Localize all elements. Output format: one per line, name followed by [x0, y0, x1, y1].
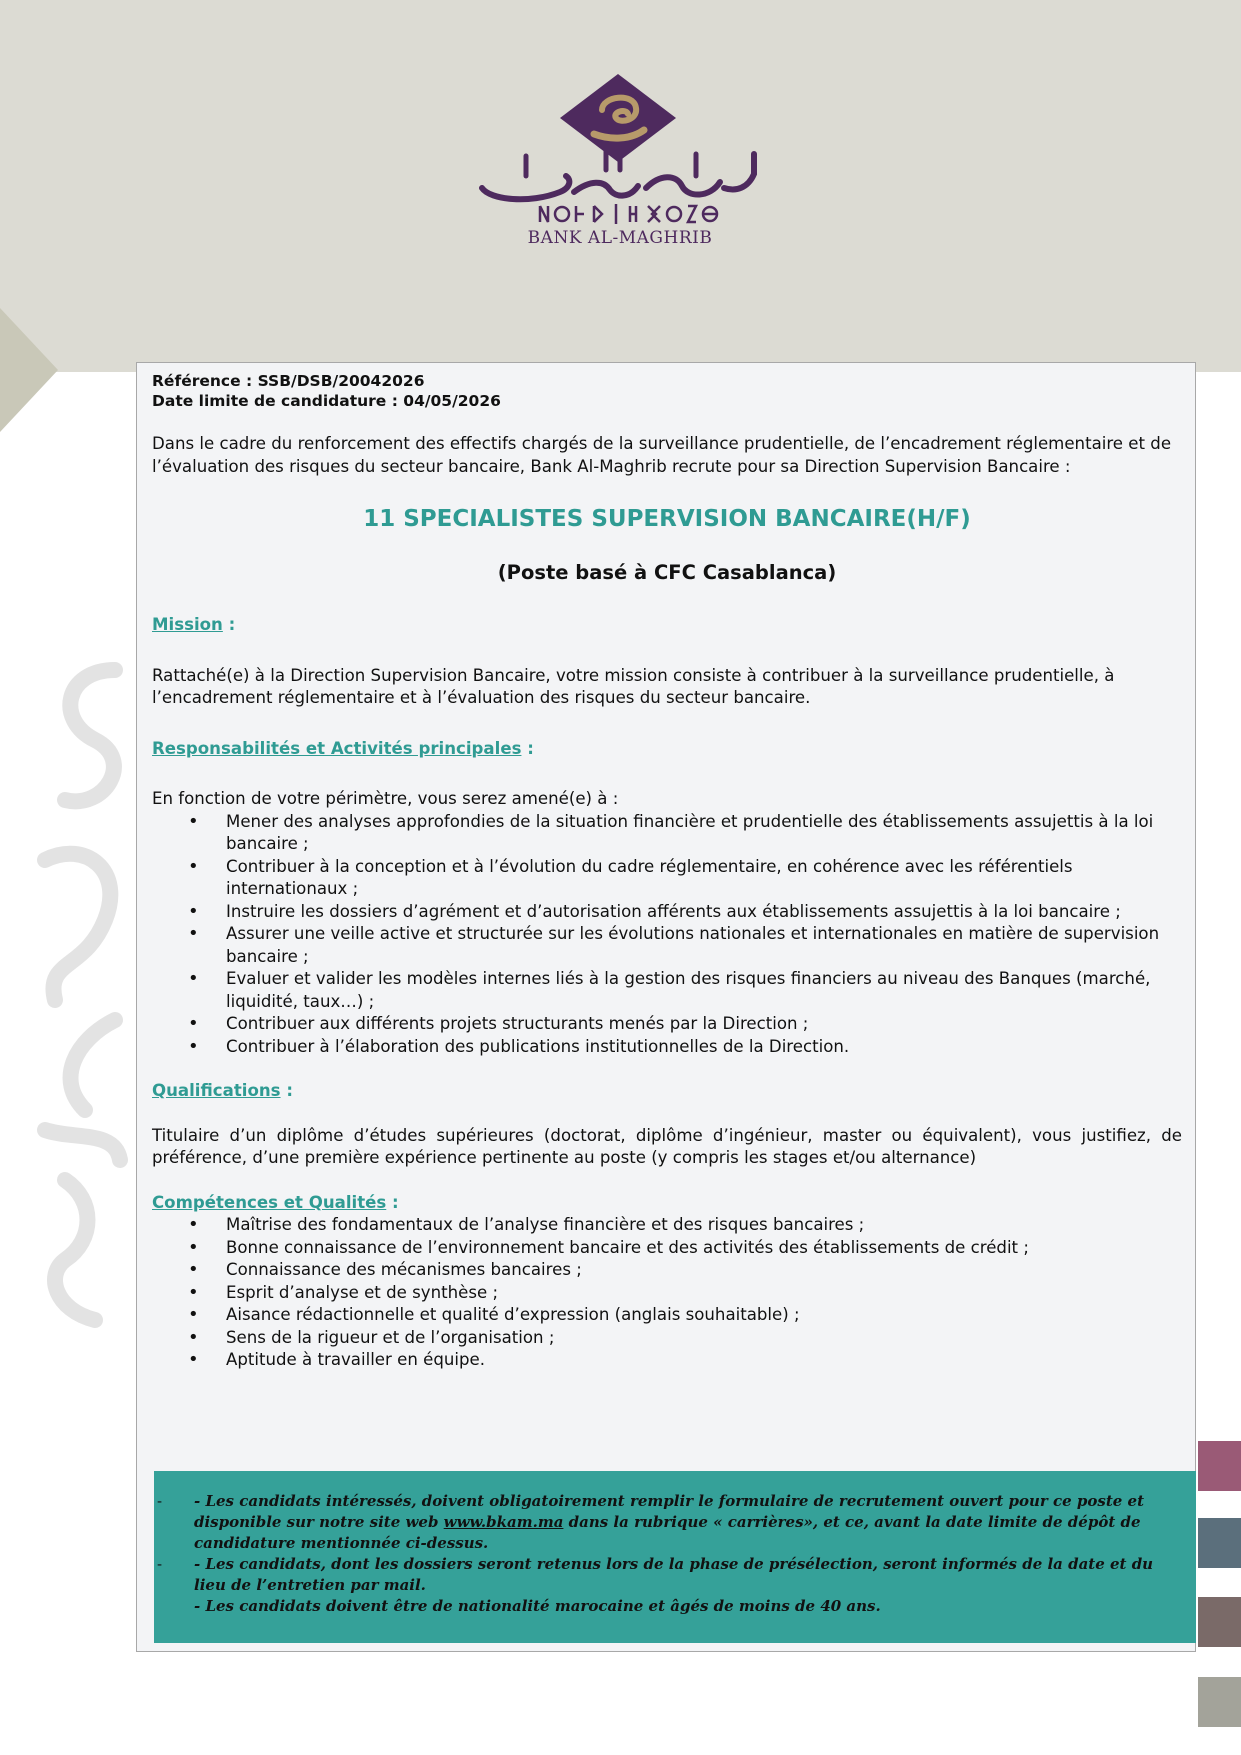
notice-paragraph-2: - - Les candidats, dont les dossiers seront retenus lors de la phase de présélection, seront informés de la date et du lieu de l’entretien par mail.: [157, 1555, 1154, 1594]
color-swatch-3: [1198, 1597, 1241, 1647]
mission-heading: Mission: [152, 615, 223, 634]
responsibilities-list: [152, 811, 1182, 1059]
bank-name-text: BANK AL-MAGHRIB: [527, 228, 713, 248]
mission-heading-row: Mission :: [152, 615, 236, 634]
competences-heading: Compétences et Qualités: [152, 1192, 387, 1212]
list-item: • Assurer une veille active et structurée sur les évolutions nationales et internationales en matière de supervision bancaire ;: [152, 923, 1182, 968]
responsibilities-heading: Responsabilités et Activités principales: [152, 738, 522, 758]
mission-text: Rattaché(e) à la Direction Supervision Bancaire, votre mission consiste à contribuer à la surveillance prudentielle, à l’encadrement réglementaire et à l’évaluation des risques du secteur bancaire.: [152, 665, 1115, 707]
reference-number: Référence : SSB/DSB/20042026: [152, 372, 425, 390]
list-item: • Bonne connaissance de l’environnement bancaire et des activités des établissements de crédit ;: [152, 1237, 1182, 1260]
job-title: 11 SPECIALISTES SUPERVISION BANCAIRE(H/F): [363, 506, 971, 532]
intro-paragraph: Dans le cadre du renforcement des effectifs chargés de la surveillance prudentielle, de l’encadrement réglementaire et de l’évaluation des risques du secteur bancaire, Bank Al-Maghrib recrute pour sa Direction Supervision Bancaire :: [152, 434, 1172, 476]
application-deadline: Date limite de candidature : 04/05/2026: [152, 392, 501, 410]
color-swatch-1: [1198, 1441, 1241, 1491]
left-chevron-decoration: [0, 308, 60, 432]
color-swatch-4: [1198, 1677, 1241, 1727]
list-item: • Connaissance des mécanismes bancaires ;: [152, 1259, 1182, 1282]
list-item: • Contribuer à la conception et à l’évolution du cadre réglementaire, en cohérence avec les référentiels internationaux ;: [152, 856, 1182, 901]
color-swatch-2: [1198, 1518, 1241, 1568]
list-item: • Maîtrise des fondamentaux de l’analyse financière et des risques bancaires ;: [152, 1214, 1182, 1237]
list-item: • Aisance rédactionnelle et qualité d’expression (anglais souhaitable) ;: [152, 1304, 1182, 1327]
qualifications-text: Titulaire d’un diplôme d’études supérieures (doctorat, diplôme d’ingénieur, master ou équivalent), vous justifiez, de préférence, d’une première expérience pertinente au poste (y compris les stages et/ou alternance): [152, 1125, 1182, 1167]
list-item: • Contribuer aux différents projets structurants menés par la Direction ;: [152, 1013, 1182, 1036]
application-notice-box: [154, 1471, 1196, 1643]
calligraphy-watermark: [25, 660, 135, 1340]
list-item: • Sens de la rigueur et de l’organisation ;: [152, 1327, 1182, 1350]
bank-logo: [470, 70, 770, 255]
qualifications-heading-row: Qualifications :: [152, 1081, 293, 1100]
posting-content: [152, 371, 1182, 1372]
list-item: • Mener des analyses approfondies de la situation financière et prudentielle des établissements assujettis à la loi bancaire ;: [152, 811, 1182, 856]
responsibilities-lead: En fonction de votre périmètre, vous serez amené(e) à :: [152, 789, 619, 808]
responsibilities-heading-row: Responsabilités et Activités principales :: [152, 738, 534, 758]
bkam-website-link[interactable]: www.bkam.ma: [443, 1513, 564, 1531]
competences-heading-row: Compétences et Qualités :: [152, 1192, 399, 1212]
notice-paragraph-1: - - Les candidats intéressés, doivent obligatoirement remplir le formulaire de recrutement ouvert pour ce poste et disponible sur notre site web www.bkam.ma dans la rubrique « carrières», et ce, avant la date limite de dépôt de candidature mentionnée ci-dessus.: [157, 1492, 1145, 1552]
competences-list: [152, 1214, 1182, 1372]
reference-block: [152, 371, 1182, 411]
job-location: (Poste basé à CFC Casablanca): [497, 561, 837, 584]
qualifications-heading: Qualifications: [152, 1081, 281, 1100]
list-item: • Esprit d’analyse et de synthèse ;: [152, 1282, 1182, 1305]
list-item: • Contribuer à l’élaboration des publications institutionnelles de la Direction.: [152, 1036, 1182, 1059]
bank-logo-emblem: [470, 70, 770, 230]
notice-paragraph-3: - Les candidats doivent être de nationalité marocaine et âgés de moins de 40 ans.: [194, 1597, 881, 1615]
list-item: • Instruire les dossiers d’agrément et d’autorisation afférents aux établissements assujettis à la loi bancaire ;: [152, 901, 1182, 924]
list-item: • Aptitude à travailler en équipe.: [152, 1349, 1182, 1372]
list-item: • Evaluer et valider les modèles internes liés à la gestion des risques financiers au niveau des Banques (marché, liquidité, taux…) ;: [152, 968, 1182, 1013]
